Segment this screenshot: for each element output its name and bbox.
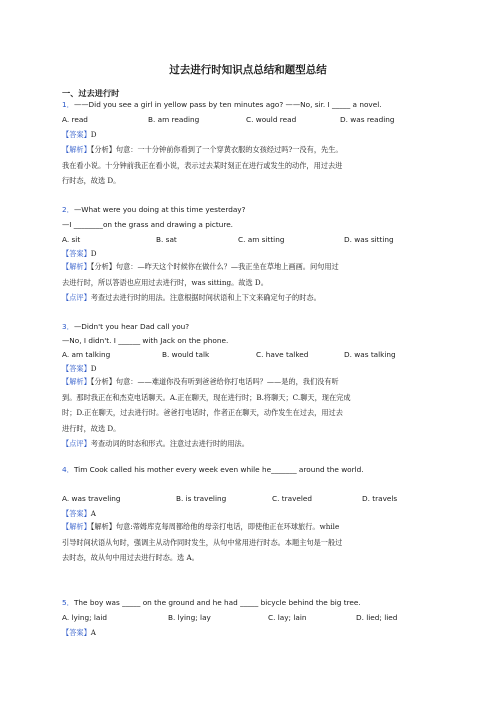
question-stem-line2: —No, I didn't. I ______ with Jack on the phone. bbox=[62, 336, 229, 345]
answer-value: D bbox=[90, 249, 97, 258]
comment-text: 考查过去进行时的用法。注意根据时间状语和上下文来确定句子的时态。 bbox=[90, 293, 321, 302]
question-stem: —Didn't you hear Dad call you? bbox=[73, 322, 190, 331]
comment-text: 考查动词的时态和形式。注意过去进行时的用法。 bbox=[90, 439, 249, 448]
analysis-line: 【分析】句意：一十分钟前你看到了一个穿黄衣服的女孩经过吗?一没有，先生。 bbox=[90, 145, 343, 154]
answer-line bbox=[62, 249, 434, 259]
analysis-line: 行时态，故选 D。 bbox=[62, 176, 121, 185]
question-4 bbox=[62, 465, 434, 475]
option-b: B. is traveling bbox=[176, 494, 227, 503]
question-5 bbox=[62, 598, 434, 608]
section-heading: 一、过去进行时 bbox=[62, 88, 120, 98]
option-b: B. would talk bbox=[162, 350, 210, 359]
option-a: A. am talking bbox=[62, 350, 111, 359]
question-stem: ——Did you see a girl in yellow pass by ten minutes ago? ——No, sir. I _____ a novel. bbox=[73, 100, 382, 109]
analysis-line: 【分析】句意：—昨天这个时候你在做什么？—我正坐在草地上画画。问句用过 bbox=[90, 262, 339, 271]
question-number: 2． bbox=[62, 205, 74, 214]
answer-line bbox=[62, 130, 434, 140]
option-b: B. am reading bbox=[148, 115, 200, 124]
answer-tag: 【答案】 bbox=[62, 249, 91, 258]
option-c: C. lay; lain bbox=[268, 613, 307, 622]
option-c: C. traveled bbox=[272, 494, 313, 503]
analysis-line: 引导时间状语从句时，强调主从动作同时发生，从句中常用进行时态。本题主句是一般过 bbox=[62, 537, 343, 547]
analysis-tag: 【解析】 bbox=[62, 262, 91, 271]
comment-tag: 【点评】 bbox=[62, 293, 91, 302]
comment-tag: 【点评】 bbox=[62, 439, 91, 448]
question-stem: —What were you doing at this time yesterday? bbox=[73, 205, 246, 214]
option-a: A. read bbox=[62, 115, 88, 124]
option-d: D. travels bbox=[362, 494, 398, 503]
question-number: 5． bbox=[62, 598, 74, 607]
answer-tag: 【答案】 bbox=[62, 509, 91, 518]
question-1 bbox=[62, 100, 434, 110]
option-b: B. sat bbox=[156, 235, 177, 244]
answer-tag: 【答案】 bbox=[62, 364, 91, 373]
question-number: 1． bbox=[62, 100, 74, 109]
analysis-line: 去进行时，所以答语也应用过去进行时，was sitting。故选 D。 bbox=[62, 277, 268, 287]
option-d: D. lied; lied bbox=[356, 613, 398, 622]
answer-line bbox=[62, 509, 434, 519]
option-a: A. sit bbox=[62, 235, 81, 244]
analysis-line: 到。那时我正在和杰克电话聊天。A.正在聊天，现在进行时；B.将聊天；C.聊天，现在完成 bbox=[62, 392, 351, 402]
answer-value: D bbox=[90, 364, 97, 373]
analysis-tag: 【解析】 bbox=[62, 522, 91, 531]
analysis-line: 我在看小说。十分钟前我正在看小说，表示过去某时刻正在进行或发生的动作，用过去进 bbox=[62, 160, 343, 170]
question-2 bbox=[62, 205, 434, 215]
question-number: 4． bbox=[62, 465, 74, 474]
question-3 bbox=[62, 322, 434, 332]
answer-line bbox=[62, 628, 434, 638]
question-stem-line2: —I ________on the grass and drawing a picture. bbox=[62, 220, 234, 229]
analysis-block bbox=[62, 519, 434, 566]
option-a: A. was traveling bbox=[62, 494, 121, 503]
question-stem: Tim Cook called his mother every week even while he_______ around the world. bbox=[73, 465, 364, 474]
analysis-block bbox=[62, 142, 434, 189]
answer-tag: 【答案】 bbox=[62, 130, 91, 139]
option-d: D. was sitting bbox=[344, 235, 394, 244]
analysis-line: 进行时，故选 D。 bbox=[62, 423, 121, 433]
question-number: 3． bbox=[62, 322, 74, 331]
answer-value: A bbox=[90, 509, 96, 518]
option-d: D. was reading bbox=[340, 115, 395, 124]
option-b: B. lying; lay bbox=[168, 613, 211, 622]
answer-value: A bbox=[90, 628, 96, 637]
option-c: C. have talked bbox=[256, 350, 309, 359]
page-title: 过去进行时知识点总结和题型总结 bbox=[169, 64, 327, 76]
analysis-line: 去时态，故从句中用过去进行时态。选 A。 bbox=[62, 553, 199, 562]
option-d: D. was talking bbox=[344, 350, 396, 359]
option-a: A. lying; laid bbox=[62, 613, 108, 622]
analysis-tag: 【解析】 bbox=[62, 377, 91, 386]
analysis-line: 【分析】句意：——难道你没有听到爸爸给你打电话吗？——是的，我们没有听 bbox=[90, 377, 339, 386]
option-c: C. am sitting bbox=[238, 235, 285, 244]
question-stem: The boy was _____ on the ground and he had _____ bicycle behind the big tree. bbox=[73, 598, 361, 607]
answer-value: D bbox=[90, 130, 97, 139]
analysis-block bbox=[62, 259, 434, 306]
analysis-tag: 【解析】 bbox=[62, 145, 91, 154]
analysis-line: 【解析】句意:蒂姆库克每周都给他的母亲打电话，即使他正在环球旅行。while bbox=[90, 522, 340, 531]
analysis-line: 时；D.正在聊天，过去进行时。爸爸打电话时，作者正在聊天，动作发生在过去，用过去 bbox=[62, 408, 343, 417]
analysis-block bbox=[62, 374, 434, 452]
answer-tag: 【答案】 bbox=[62, 628, 91, 637]
answer-line bbox=[62, 364, 434, 374]
option-c: C. would read bbox=[246, 115, 297, 124]
